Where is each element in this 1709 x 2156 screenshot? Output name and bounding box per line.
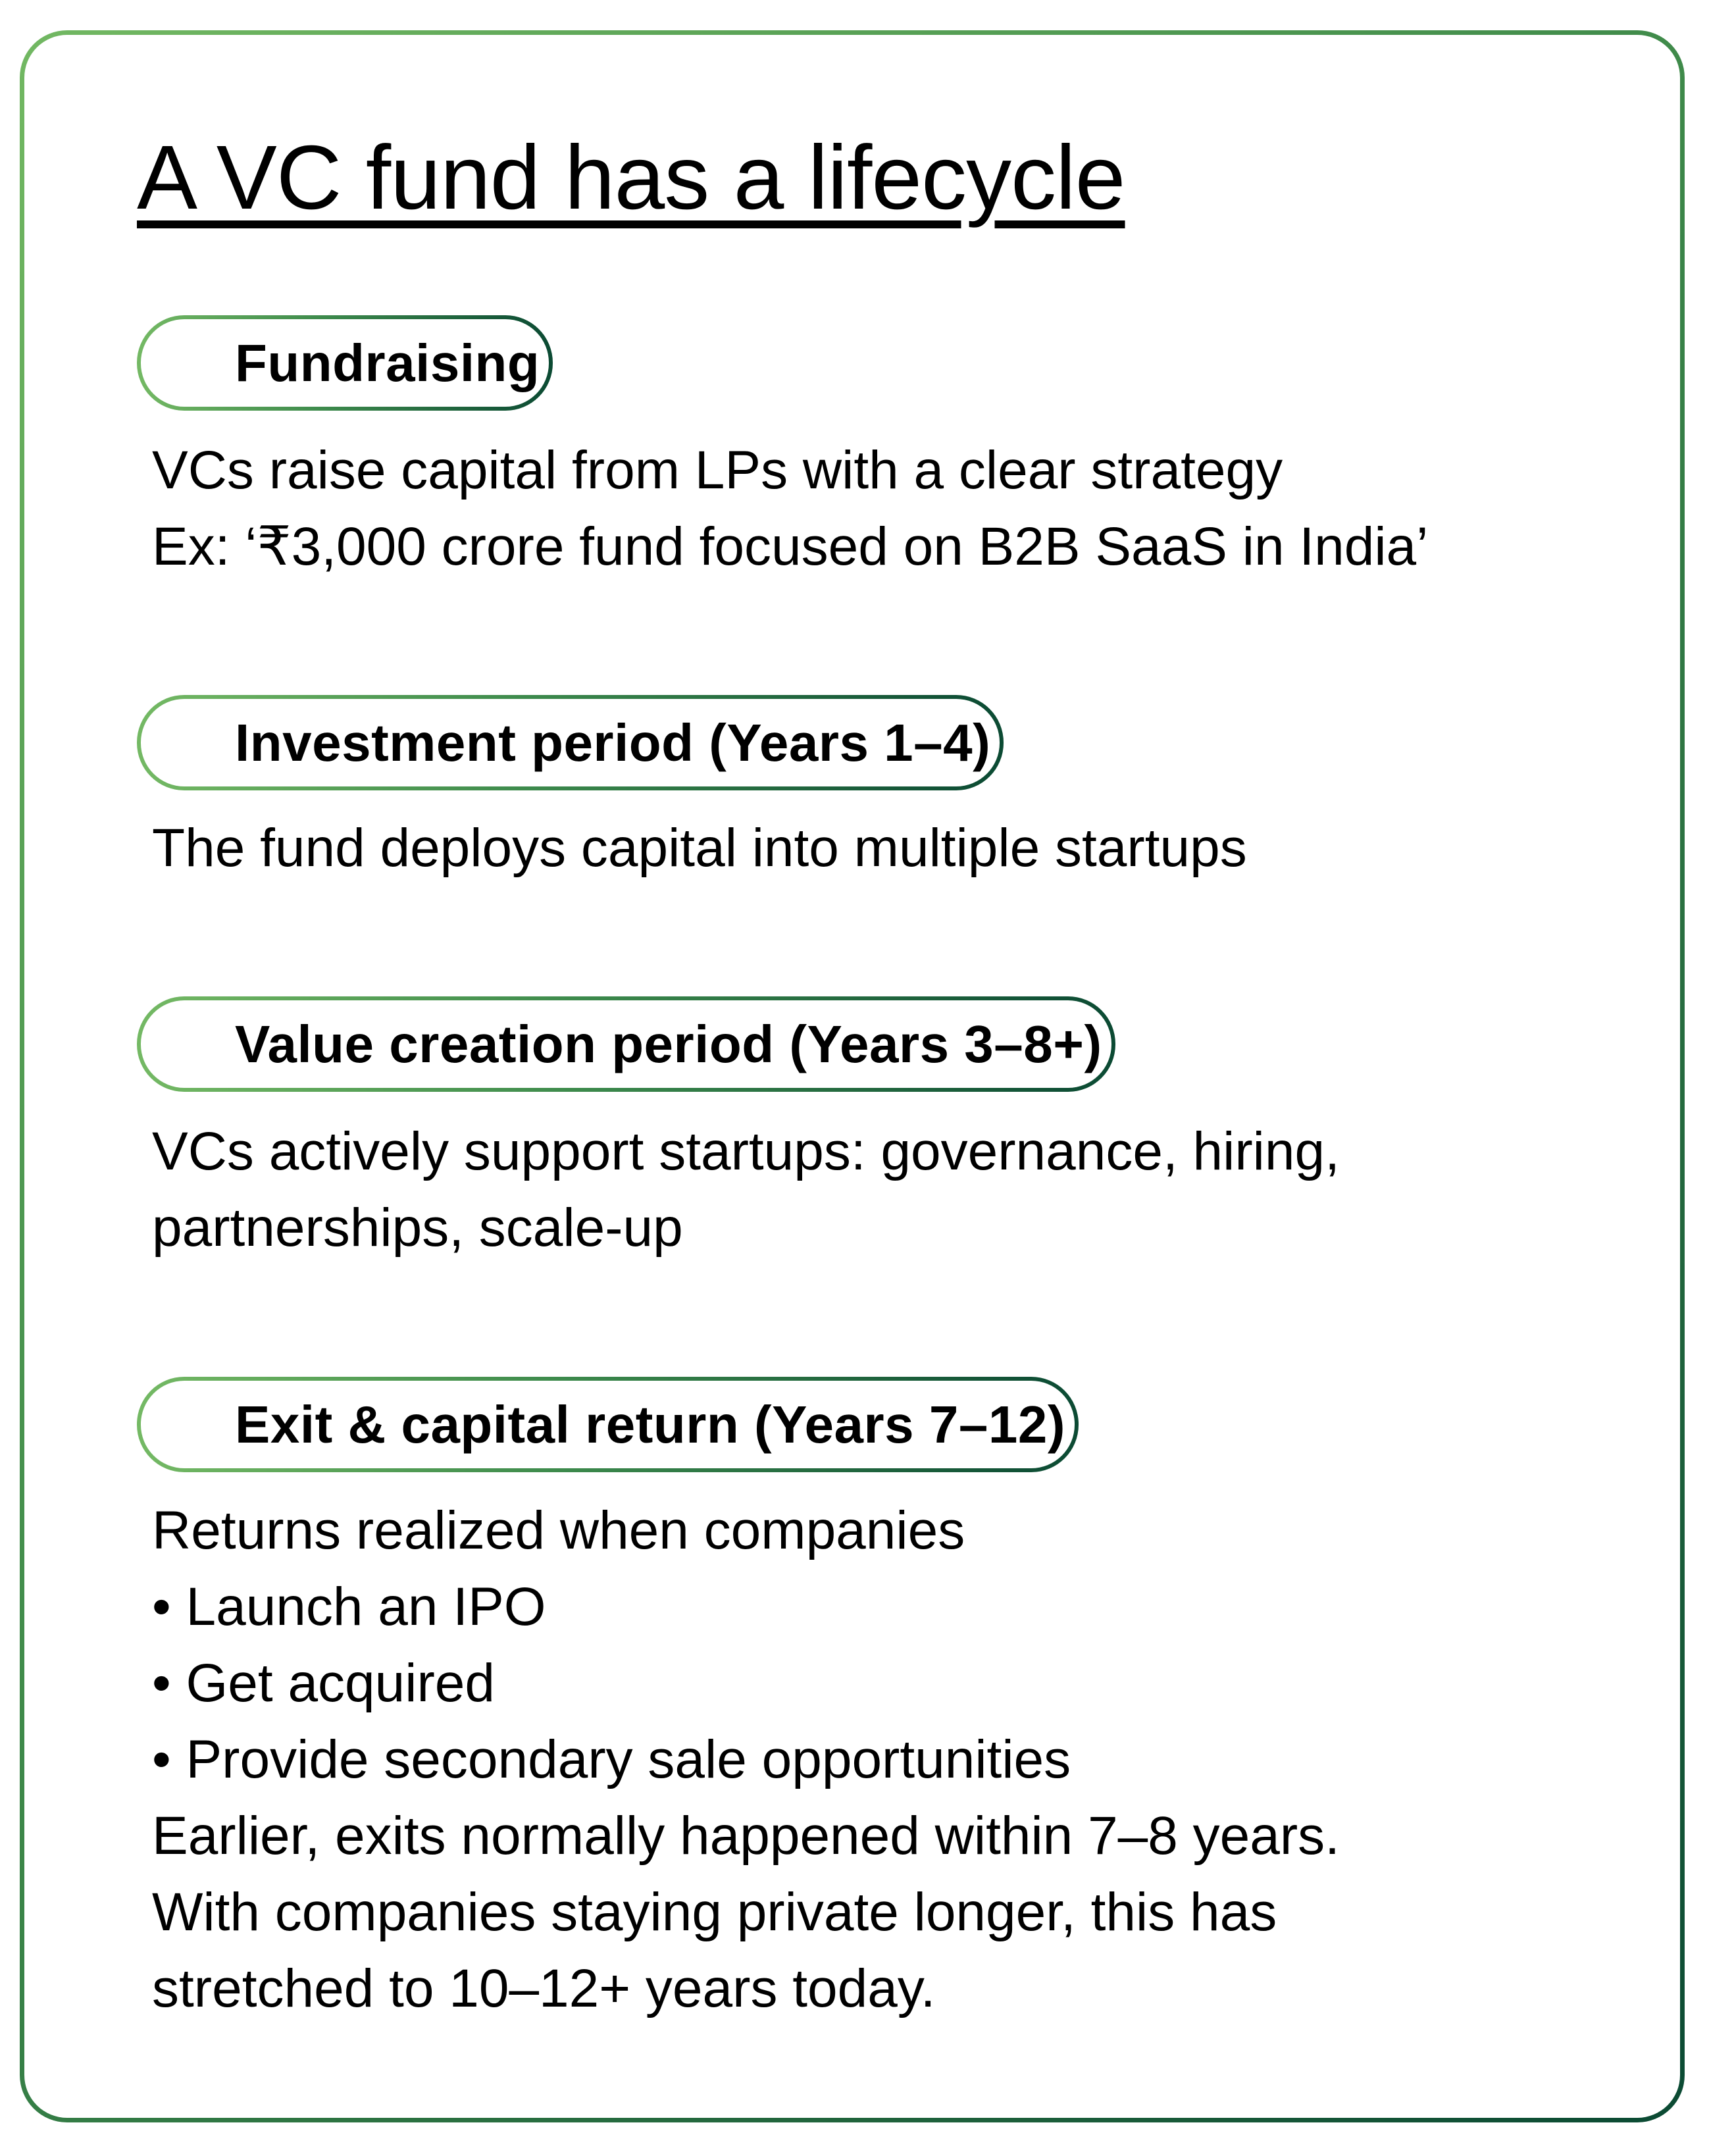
stage-description-investment-period [152,810,1247,886]
description-line: partnerships, scale-up [152,1198,683,1258]
stage-description-fundraising [152,432,1428,585]
stage-pill-investment-period [137,695,1004,790]
stage-pill-exit [137,1377,1079,1472]
description-line: stretched to 10–12+ years today. [152,1959,936,2018]
stage-description-exit [152,1493,1340,2027]
description-line: Returns realized when companies [152,1501,965,1560]
description-line: The fund deploys capital into multiple startups [152,818,1247,878]
bullet-item: • Provide secondary sale opportunities [152,1730,1071,1789]
bullet-item: • Launch an IPO [152,1577,546,1637]
description-line: Ex: ‘₹3,000 crore fund focused on B2B SaaS in India’ [152,517,1429,577]
stage-pill-fundraising [137,315,553,411]
description-line: VCs actively support startups: governance, hiring, [152,1121,1340,1181]
description-line: Earlier, exits normally happened within 7–8 years. [152,1806,1340,1866]
stage-heading: Investment period (Years 1–4) [235,713,991,772]
description-line: VCs raise capital from LPs with a clear strategy [152,440,1283,500]
stage-pill-value-creation [137,996,1115,1092]
stage-heading: Fundraising [235,333,540,392]
stage-description-value-creation [152,1114,1340,1266]
stage-heading: Exit & capital return (Years 7–12) [235,1395,1065,1454]
bullet-item: • Get acquired [152,1653,495,1713]
stage-heading: Value creation period (Years 3–8+) [235,1014,1102,1073]
page-title: A VC fund has a lifecycle [137,127,1125,228]
description-line: With companies staying private longer, this has [152,1882,1277,1942]
